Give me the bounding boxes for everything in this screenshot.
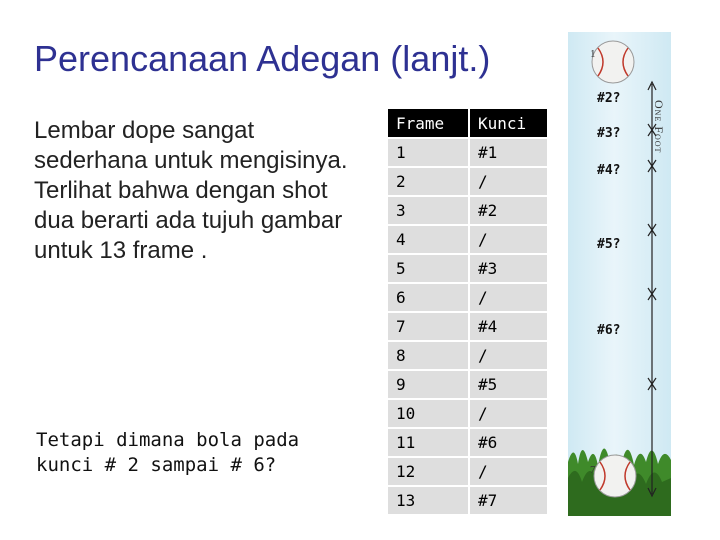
- table-row: [388, 255, 547, 284]
- key-label-6: #6?: [597, 323, 621, 338]
- table-row: [388, 429, 547, 458]
- body-paragraph: Lembar dope sangat sederhana untuk mengisinya. Terlihat bahwa dengan shot dua berarti ada tujuh gambar untuk 13 frame .: [34, 117, 348, 264]
- table-row: [388, 197, 547, 226]
- frame-cell: 12: [388, 458, 470, 487]
- key-cell: #1: [470, 139, 547, 168]
- slide-title: Perencanaan Adegan (lanjt.): [34, 38, 491, 79]
- key-cell: #3: [470, 255, 547, 284]
- key-cell: /: [470, 400, 547, 429]
- table-header-row: [388, 109, 547, 139]
- key-label-3: #3?: [597, 126, 621, 141]
- header-frame: Frame: [388, 109, 470, 139]
- key-cell: /: [470, 458, 547, 487]
- table-row: [388, 168, 547, 197]
- key-cell: /: [470, 168, 547, 197]
- table-row: [388, 139, 547, 168]
- dope-sheet-table: [388, 109, 547, 516]
- frame-cell: 11: [388, 429, 470, 458]
- frame-cell: 9: [388, 371, 470, 400]
- frame-cell: 6: [388, 284, 470, 313]
- key-label-2: #2?: [597, 91, 621, 106]
- frame-cell: 1: [388, 139, 470, 168]
- table-row: [388, 458, 547, 487]
- key-cell: /: [470, 226, 547, 255]
- frame-cell: 13: [388, 487, 470, 516]
- table-row: [388, 371, 547, 400]
- frame-cell: 10: [388, 400, 470, 429]
- ruler-bottom-number: 7: [590, 464, 596, 476]
- table-row: [388, 226, 547, 255]
- key-cell: /: [470, 284, 547, 313]
- key-cell: /: [470, 342, 547, 371]
- table-row: [388, 400, 547, 429]
- frame-cell: 7: [388, 313, 470, 342]
- ruler-top-number: 1: [590, 48, 596, 60]
- key-cell: #6: [470, 429, 547, 458]
- question-text: Tetapi dimana bola pada kunci # 2 sampai # 6?: [36, 429, 300, 476]
- key-cell: #2: [470, 197, 547, 226]
- frame-cell: 4: [388, 226, 470, 255]
- table-row: [388, 487, 547, 516]
- table-row: [388, 342, 547, 371]
- frame-cell: 2: [388, 168, 470, 197]
- baseball-top-icon: [592, 41, 634, 83]
- ruler-title: One Foot: [652, 100, 666, 154]
- key-cell: #7: [470, 487, 547, 516]
- key-label-4: #4?: [597, 163, 621, 178]
- header-kunci: Kunci: [470, 109, 547, 139]
- frame-cell: 5: [388, 255, 470, 284]
- frame-cell: 3: [388, 197, 470, 226]
- table-row: [388, 284, 547, 313]
- key-cell: #5: [470, 371, 547, 400]
- table-row: [388, 313, 547, 342]
- key-cell: #4: [470, 313, 547, 342]
- key-label-5: #5?: [597, 237, 621, 252]
- frame-cell: 8: [388, 342, 470, 371]
- baseball-bottom-icon: [594, 455, 636, 497]
